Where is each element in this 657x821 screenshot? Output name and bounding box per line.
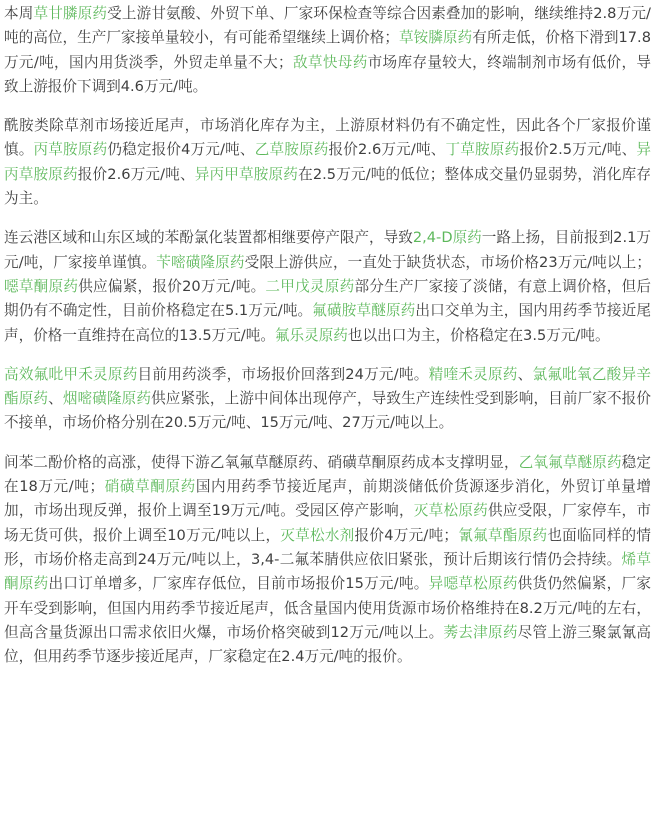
product-name-highlight: 二甲戊灵原药 xyxy=(265,277,355,295)
product-name-highlight: 2,4-D原药 xyxy=(412,229,482,247)
text-segment: 仍稳定报价4万元/吨、 xyxy=(107,141,255,159)
product-name-highlight: 灭草松原药 xyxy=(413,502,488,520)
paragraph-haloxyfop xyxy=(4,363,651,436)
text-segment: 部分生产厂家接了淡储，有意上调价格，但后期仍有不确定性，目前价格稳定在5.1万元/吨。 xyxy=(4,277,651,320)
text-segment: 、 xyxy=(517,365,533,383)
product-name-highlight: 烟嘧磺隆原药 xyxy=(62,390,152,408)
product-name-highlight: 高效氟吡甲禾灵原药 xyxy=(4,365,138,383)
product-name-highlight: 草甘膦原药 xyxy=(33,5,108,22)
paragraph-lianyungang-shandong xyxy=(4,226,651,347)
text-segment: 报价2.6万元/吨、 xyxy=(77,165,195,183)
text-segment: 、 xyxy=(48,390,63,408)
paragraph-herbicide-glyphosate xyxy=(4,2,651,99)
text-segment: 供应紧张，上游中间体出现停产，导致生产连续性受到影响，目前厂家不报价不接单，市场价格分别在20.5万元/吨、15万元/吨、27万元/吨以上。 xyxy=(4,390,651,432)
product-name-highlight: 乙草胺原药 xyxy=(254,141,329,159)
text-segment: 在2.5万元/吨的低位；整体成交量仍显弱势，消化库存为主。 xyxy=(4,165,651,208)
product-name-highlight: 丙草胺原药 xyxy=(33,141,108,159)
text-segment: 受上游甘氨酸、外贸下单、厂家环保检查等综合因素叠加的影响，继续维持2.8万元/吨的高位，生产厂家接单量较小，有可能希望继续上调价格； xyxy=(4,5,651,47)
paragraph-resorcinol xyxy=(4,451,651,670)
text-segment: 供货仍然偏紧，厂家开车受到影响，但国内用药季节接近尾声，低含量国内使用货源市场价格维持在8.2万元/吨的左右，但高含量货源出口需求依旧火爆，市场价格突破到12万元/吨以上。 xyxy=(4,575,651,641)
text-segment: 报价2.5万元/吨、 xyxy=(519,141,637,159)
text-segment: 市场库存量较大，终端制剂市场有低价，导致上游报价下调到4.6万元/吨。 xyxy=(4,53,651,95)
text-segment: 受限上游供应，一直处于缺货状态，市场价格23万元/吨以上； xyxy=(244,253,651,271)
text-segment: 目前用药淡季，市场报价回落到24万元/吨。 xyxy=(137,365,429,383)
text-segment: 报价2.6万元/吨、 xyxy=(328,141,446,159)
text-segment: 间苯二酚价格的高涨，使得下游乙氧氟草醚原药、硝磺草酮原药成本支撑明显， xyxy=(4,453,519,471)
product-name-highlight: 氯氟吡氧乙酸异辛酯原药 xyxy=(4,365,651,408)
text-segment: 报价4万元/吨； xyxy=(354,526,459,544)
product-name-highlight: 乙氧氟草醚原药 xyxy=(518,453,622,471)
product-name-highlight: 苄嘧磺隆原药 xyxy=(156,253,245,271)
product-name-highlight: 烯草酮原药 xyxy=(4,550,651,593)
text-segment: 供应偏紧，报价20万元/吨。 xyxy=(78,277,266,295)
product-name-highlight: 异丙甲草胺原药 xyxy=(194,165,299,183)
product-name-highlight: 氰氟草酯原药 xyxy=(458,526,548,544)
product-name-highlight: 异噁草松原药 xyxy=(428,575,518,593)
text-segment: 出口订单增多，厂家库存低位，目前市场报价15万元/吨。 xyxy=(48,575,429,593)
product-name-highlight: 噁草酮原药 xyxy=(4,277,79,295)
text-segment: 尽管上游三聚氯氰高位，但用药季节逐步接近尾声，厂家稳定在2.4万元/吨的报价。 xyxy=(4,623,651,666)
text-segment: 稳定在18万元/吨； xyxy=(4,453,651,496)
text-segment: 也以出口为主，价格稳定在3.5万元/吨。 xyxy=(347,326,610,344)
product-name-highlight: 灭草松水剂 xyxy=(280,526,355,544)
text-segment: 国内用药季节接近尾声，前期淡储低价货源逐步消化，外贸订单量增加，市场出现反弹，报价上调至19万元/吨。受园区停产影响， xyxy=(4,478,651,520)
product-name-highlight: 莠去津原药 xyxy=(443,623,518,641)
paragraph-amide-herbicides xyxy=(4,114,651,211)
product-name-highlight: 草铵膦原药 xyxy=(398,29,473,47)
product-name-highlight: 氟乐灵原药 xyxy=(274,326,348,344)
text-segment: 连云港区域和山东区域的苯酚氯化装置都相继要停产限产，导致 xyxy=(4,229,413,247)
text-segment: 酰胺类除草剂市场接近尾声，市场消化库存为主，上游原材料仍有不确定性，因此各个厂家报价谨慎。 xyxy=(4,117,651,159)
product-name-highlight: 丁草胺原药 xyxy=(445,141,520,159)
text-segment: 也面临同样的情形，市场价格走高到24万元/吨以上，3,4-二氟苯腈供应依旧紧张，预计后期该行情仍会持续。 xyxy=(4,526,651,568)
product-name-highlight: 敌草快母药 xyxy=(292,53,368,71)
text-segment: 本周 xyxy=(4,5,34,22)
product-name-highlight: 硝磺草酮原药 xyxy=(104,478,196,496)
text-segment: 一路上扬，目前报到2.1万元/吨，厂家接单谨慎。 xyxy=(4,229,651,271)
text-segment: 供应受限，厂家停车，市场无货可供，报价上调至10万元/吨以上， xyxy=(4,502,651,544)
product-name-highlight: 精喹禾灵原药 xyxy=(428,365,518,383)
product-name-highlight: 异丙草胺原药 xyxy=(4,141,651,183)
product-name-highlight: 氟磺胺草醚原药 xyxy=(312,302,416,320)
text-segment: 出口交单为主，国内用药季节接近尾声，价格一直维持在高位的13.5万元/吨。 xyxy=(4,302,651,344)
text-segment: 有所走低，价格下滑到17.8万元/吨，国内用货淡季，外贸走单量不大； xyxy=(4,29,651,71)
